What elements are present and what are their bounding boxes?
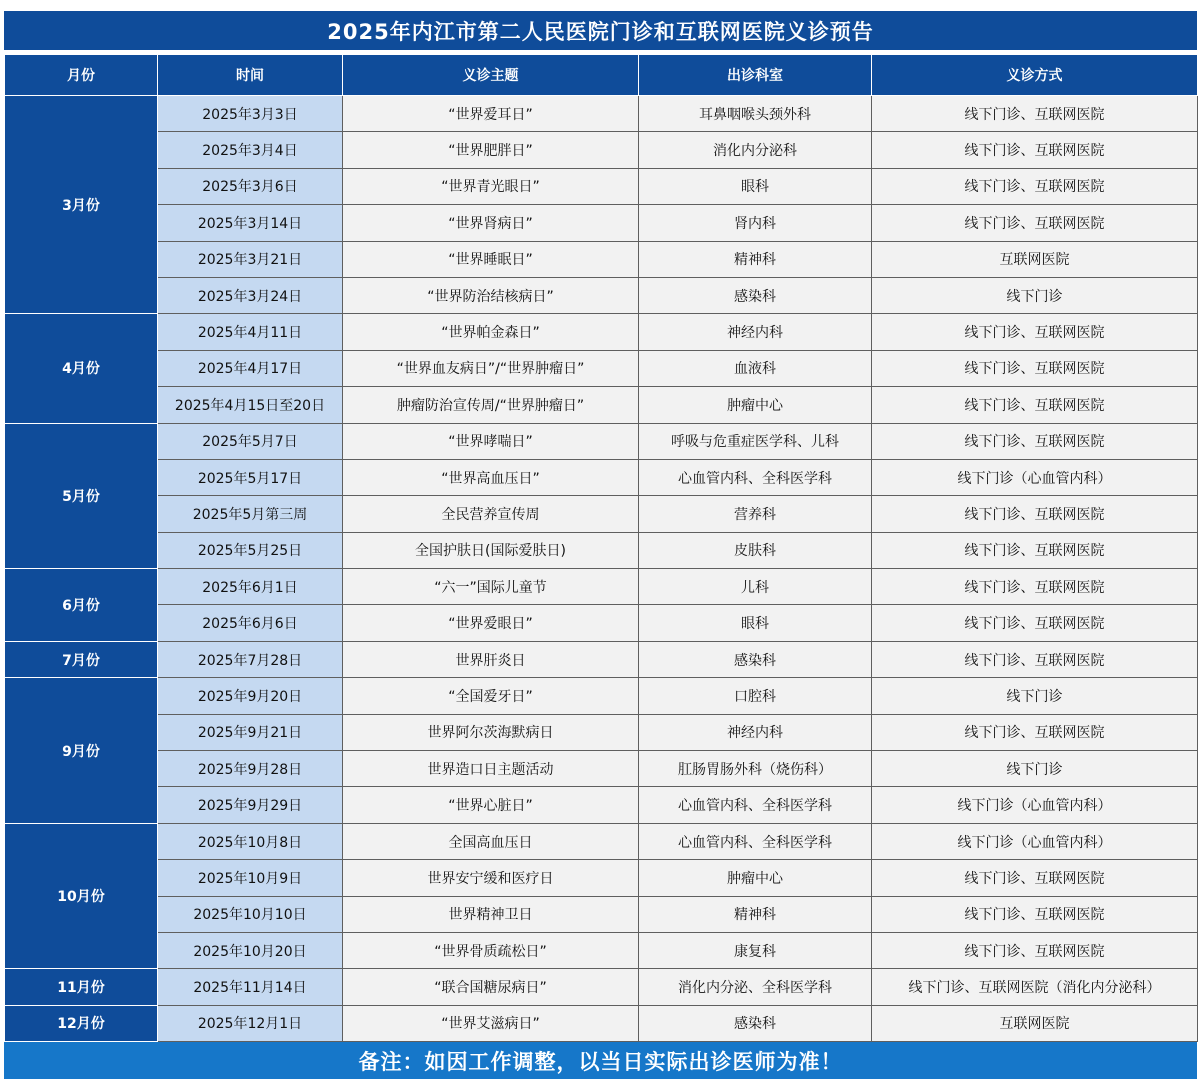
theme-cell: “六一”国际儿童节 bbox=[343, 569, 639, 605]
theme-cell: “世界血友病日”/“世界肿瘤日” bbox=[343, 350, 639, 386]
date-cell: 2025年3月24日 bbox=[158, 277, 343, 313]
theme-cell: “世界心脏日” bbox=[343, 787, 639, 823]
table-row bbox=[5, 205, 1198, 241]
month-cell: 3月份 bbox=[5, 96, 158, 314]
dept-cell: 心血管内科、全科医学科 bbox=[639, 787, 872, 823]
mode-cell: 线下门诊、互联网医院 bbox=[872, 641, 1198, 677]
dept-cell: 消化内分泌、全科医学科 bbox=[639, 969, 872, 1005]
mode-cell: 线下门诊（心血管内科） bbox=[872, 787, 1198, 823]
date-cell: 2025年4月17日 bbox=[158, 350, 343, 386]
table-row bbox=[5, 569, 1198, 605]
dept-cell: 呼吸与危重症医学科、儿科 bbox=[639, 423, 872, 459]
mode-cell: 线下门诊（心血管内科） bbox=[872, 459, 1198, 495]
mode-cell: 线下门诊、互联网医院 bbox=[872, 423, 1198, 459]
theme-cell: “全国爱牙日” bbox=[343, 678, 639, 714]
theme-cell: “世界高血压日” bbox=[343, 459, 639, 495]
mode-cell: 线下门诊、互联网医院 bbox=[872, 96, 1198, 132]
mode-cell: 线下门诊、互联网医院 bbox=[872, 932, 1198, 968]
date-cell: 2025年9月29日 bbox=[158, 787, 343, 823]
theme-cell: 肿瘤防治宣传周/“世界肿瘤日” bbox=[343, 387, 639, 423]
mode-cell: 线下门诊 bbox=[872, 277, 1198, 313]
date-cell: 2025年3月21日 bbox=[158, 241, 343, 277]
date-cell: 2025年3月14日 bbox=[158, 205, 343, 241]
date-cell: 2025年9月21日 bbox=[158, 714, 343, 750]
table-row bbox=[5, 860, 1198, 896]
date-cell: 2025年7月28日 bbox=[158, 641, 343, 677]
date-cell: 2025年10月10日 bbox=[158, 896, 343, 932]
date-cell: 2025年12月1日 bbox=[158, 1005, 343, 1041]
dept-cell: 精神科 bbox=[639, 896, 872, 932]
month-cell: 10月份 bbox=[5, 823, 158, 969]
theme-cell: “世界艾滋病日” bbox=[343, 1005, 639, 1041]
date-cell: 2025年9月28日 bbox=[158, 751, 343, 787]
dept-cell: 感染科 bbox=[639, 277, 872, 313]
table-row bbox=[5, 496, 1198, 532]
theme-cell: 世界安宁缓和医疗日 bbox=[343, 860, 639, 896]
mode-cell: 线下门诊、互联网医院（消化内分泌科） bbox=[872, 969, 1198, 1005]
table-row bbox=[5, 678, 1198, 714]
dept-cell: 眼科 bbox=[639, 168, 872, 204]
table-row bbox=[5, 132, 1198, 168]
theme-cell: “世界防治结核病日” bbox=[343, 277, 639, 313]
date-cell: 2025年10月9日 bbox=[158, 860, 343, 896]
date-cell: 2025年5月17日 bbox=[158, 459, 343, 495]
month-cell: 12月份 bbox=[5, 1005, 158, 1041]
header-theme: 义诊主题 bbox=[343, 55, 639, 96]
theme-cell: “联合国糖尿病日” bbox=[343, 969, 639, 1005]
month-cell: 9月份 bbox=[5, 678, 158, 824]
table-row bbox=[5, 314, 1198, 350]
date-cell: 2025年10月8日 bbox=[158, 823, 343, 859]
theme-cell: “世界骨质疏松日” bbox=[343, 932, 639, 968]
month-cell: 4月份 bbox=[5, 314, 158, 423]
table-row bbox=[5, 1005, 1198, 1041]
date-cell: 2025年5月25日 bbox=[158, 532, 343, 568]
theme-cell: 全国高血压日 bbox=[343, 823, 639, 859]
mode-cell: 线下门诊、互联网医院 bbox=[872, 387, 1198, 423]
table-row bbox=[5, 277, 1198, 313]
theme-cell: 全国护肤日(国际爱肤日) bbox=[343, 532, 639, 568]
month-cell: 7月份 bbox=[5, 641, 158, 677]
table-row bbox=[5, 241, 1198, 277]
month-cell: 6月份 bbox=[5, 569, 158, 642]
date-cell: 2025年3月6日 bbox=[158, 168, 343, 204]
mode-cell: 线下门诊、互联网医院 bbox=[872, 860, 1198, 896]
theme-cell: 世界精神卫日 bbox=[343, 896, 639, 932]
dept-cell: 神经内科 bbox=[639, 714, 872, 750]
mode-cell: 线下门诊、互联网医院 bbox=[872, 132, 1198, 168]
month-cell: 11月份 bbox=[5, 969, 158, 1005]
date-cell: 2025年6月6日 bbox=[158, 605, 343, 641]
theme-cell: 世界造口日主题活动 bbox=[343, 751, 639, 787]
date-cell: 2025年5月7日 bbox=[158, 423, 343, 459]
mode-cell: 线下门诊、互联网医院 bbox=[872, 605, 1198, 641]
table-row bbox=[5, 932, 1198, 968]
date-cell: 2025年11月14日 bbox=[158, 969, 343, 1005]
table-row bbox=[5, 96, 1198, 132]
dept-cell: 肿瘤中心 bbox=[639, 387, 872, 423]
table-row bbox=[5, 641, 1198, 677]
page-title: 2025年内江市第二人民医院门诊和互联网医院义诊预告 bbox=[4, 11, 1197, 52]
theme-cell: “世界青光眼日” bbox=[343, 168, 639, 204]
date-cell: 2025年3月3日 bbox=[158, 96, 343, 132]
date-cell: 2025年9月20日 bbox=[158, 678, 343, 714]
table-row bbox=[5, 350, 1198, 386]
schedule-table bbox=[4, 54, 1198, 1042]
header-dept: 出诊科室 bbox=[639, 55, 872, 96]
date-cell: 2025年6月1日 bbox=[158, 569, 343, 605]
theme-cell: 全民营养宣传周 bbox=[343, 496, 639, 532]
table-row bbox=[5, 387, 1198, 423]
dept-cell: 血液科 bbox=[639, 350, 872, 386]
mode-cell: 线下门诊、互联网医院 bbox=[872, 714, 1198, 750]
table-row bbox=[5, 459, 1198, 495]
header-month: 月份 bbox=[5, 55, 158, 96]
mode-cell: 线下门诊、互联网医院 bbox=[872, 168, 1198, 204]
theme-cell: “世界帕金森日” bbox=[343, 314, 639, 350]
theme-cell: “世界睡眠日” bbox=[343, 241, 639, 277]
mode-cell: 线下门诊、互联网医院 bbox=[872, 496, 1198, 532]
table-row bbox=[5, 823, 1198, 859]
dept-cell: 肾内科 bbox=[639, 205, 872, 241]
theme-cell: “世界爱耳日” bbox=[343, 96, 639, 132]
dept-cell: 耳鼻咽喉头颈外科 bbox=[639, 96, 872, 132]
theme-cell: “世界肾病日” bbox=[343, 205, 639, 241]
dept-cell: 儿科 bbox=[639, 569, 872, 605]
header-row bbox=[5, 55, 1198, 96]
dept-cell: 肿瘤中心 bbox=[639, 860, 872, 896]
date-cell: 2025年4月11日 bbox=[158, 314, 343, 350]
mode-cell: 互联网医院 bbox=[872, 1005, 1198, 1041]
dept-cell: 感染科 bbox=[639, 641, 872, 677]
date-cell: 2025年10月20日 bbox=[158, 932, 343, 968]
mode-cell: 线下门诊（心血管内科） bbox=[872, 823, 1198, 859]
dept-cell: 精神科 bbox=[639, 241, 872, 277]
header-date: 时间 bbox=[158, 55, 343, 96]
mode-cell: 线下门诊、互联网医院 bbox=[872, 532, 1198, 568]
mode-cell: 线下门诊、互联网医院 bbox=[872, 205, 1198, 241]
dept-cell: 眼科 bbox=[639, 605, 872, 641]
theme-cell: “世界肥胖日” bbox=[343, 132, 639, 168]
table-row bbox=[5, 714, 1198, 750]
theme-cell: “世界哮喘日” bbox=[343, 423, 639, 459]
dept-cell: 感染科 bbox=[639, 1005, 872, 1041]
dept-cell: 神经内科 bbox=[639, 314, 872, 350]
theme-cell: 世界肝炎日 bbox=[343, 641, 639, 677]
dept-cell: 口腔科 bbox=[639, 678, 872, 714]
table-row bbox=[5, 605, 1198, 641]
table-row bbox=[5, 168, 1198, 204]
mode-cell: 线下门诊 bbox=[872, 751, 1198, 787]
mode-cell: 线下门诊 bbox=[872, 678, 1198, 714]
dept-cell: 康复科 bbox=[639, 932, 872, 968]
dept-cell: 营养科 bbox=[639, 496, 872, 532]
table-header bbox=[5, 55, 1198, 96]
header-mode: 义诊方式 bbox=[872, 55, 1198, 96]
table-body bbox=[5, 96, 1198, 1042]
table-row bbox=[5, 751, 1198, 787]
mode-cell: 线下门诊、互联网医院 bbox=[872, 569, 1198, 605]
date-cell: 2025年4月15日至20日 bbox=[158, 387, 343, 423]
footer-note: 备注：如因工作调整，以当日实际出诊医师为准！ bbox=[4, 1042, 1197, 1079]
date-cell: 2025年3月4日 bbox=[158, 132, 343, 168]
theme-cell: “世界爱眼日” bbox=[343, 605, 639, 641]
dept-cell: 皮肤科 bbox=[639, 532, 872, 568]
mode-cell: 线下门诊、互联网医院 bbox=[872, 314, 1198, 350]
mode-cell: 互联网医院 bbox=[872, 241, 1198, 277]
theme-cell: 世界阿尔茨海默病日 bbox=[343, 714, 639, 750]
table-row bbox=[5, 969, 1198, 1005]
dept-cell: 心血管内科、全科医学科 bbox=[639, 459, 872, 495]
dept-cell: 心血管内科、全科医学科 bbox=[639, 823, 872, 859]
dept-cell: 肛肠胃肠外科（烧伤科） bbox=[639, 751, 872, 787]
table-row bbox=[5, 423, 1198, 459]
mode-cell: 线下门诊、互联网医院 bbox=[872, 896, 1198, 932]
table-row bbox=[5, 896, 1198, 932]
date-cell: 2025年5月第三周 bbox=[158, 496, 343, 532]
table-row bbox=[5, 532, 1198, 568]
table-row bbox=[5, 787, 1198, 823]
dept-cell: 消化内分泌科 bbox=[639, 132, 872, 168]
mode-cell: 线下门诊、互联网医院 bbox=[872, 350, 1198, 386]
month-cell: 5月份 bbox=[5, 423, 158, 569]
